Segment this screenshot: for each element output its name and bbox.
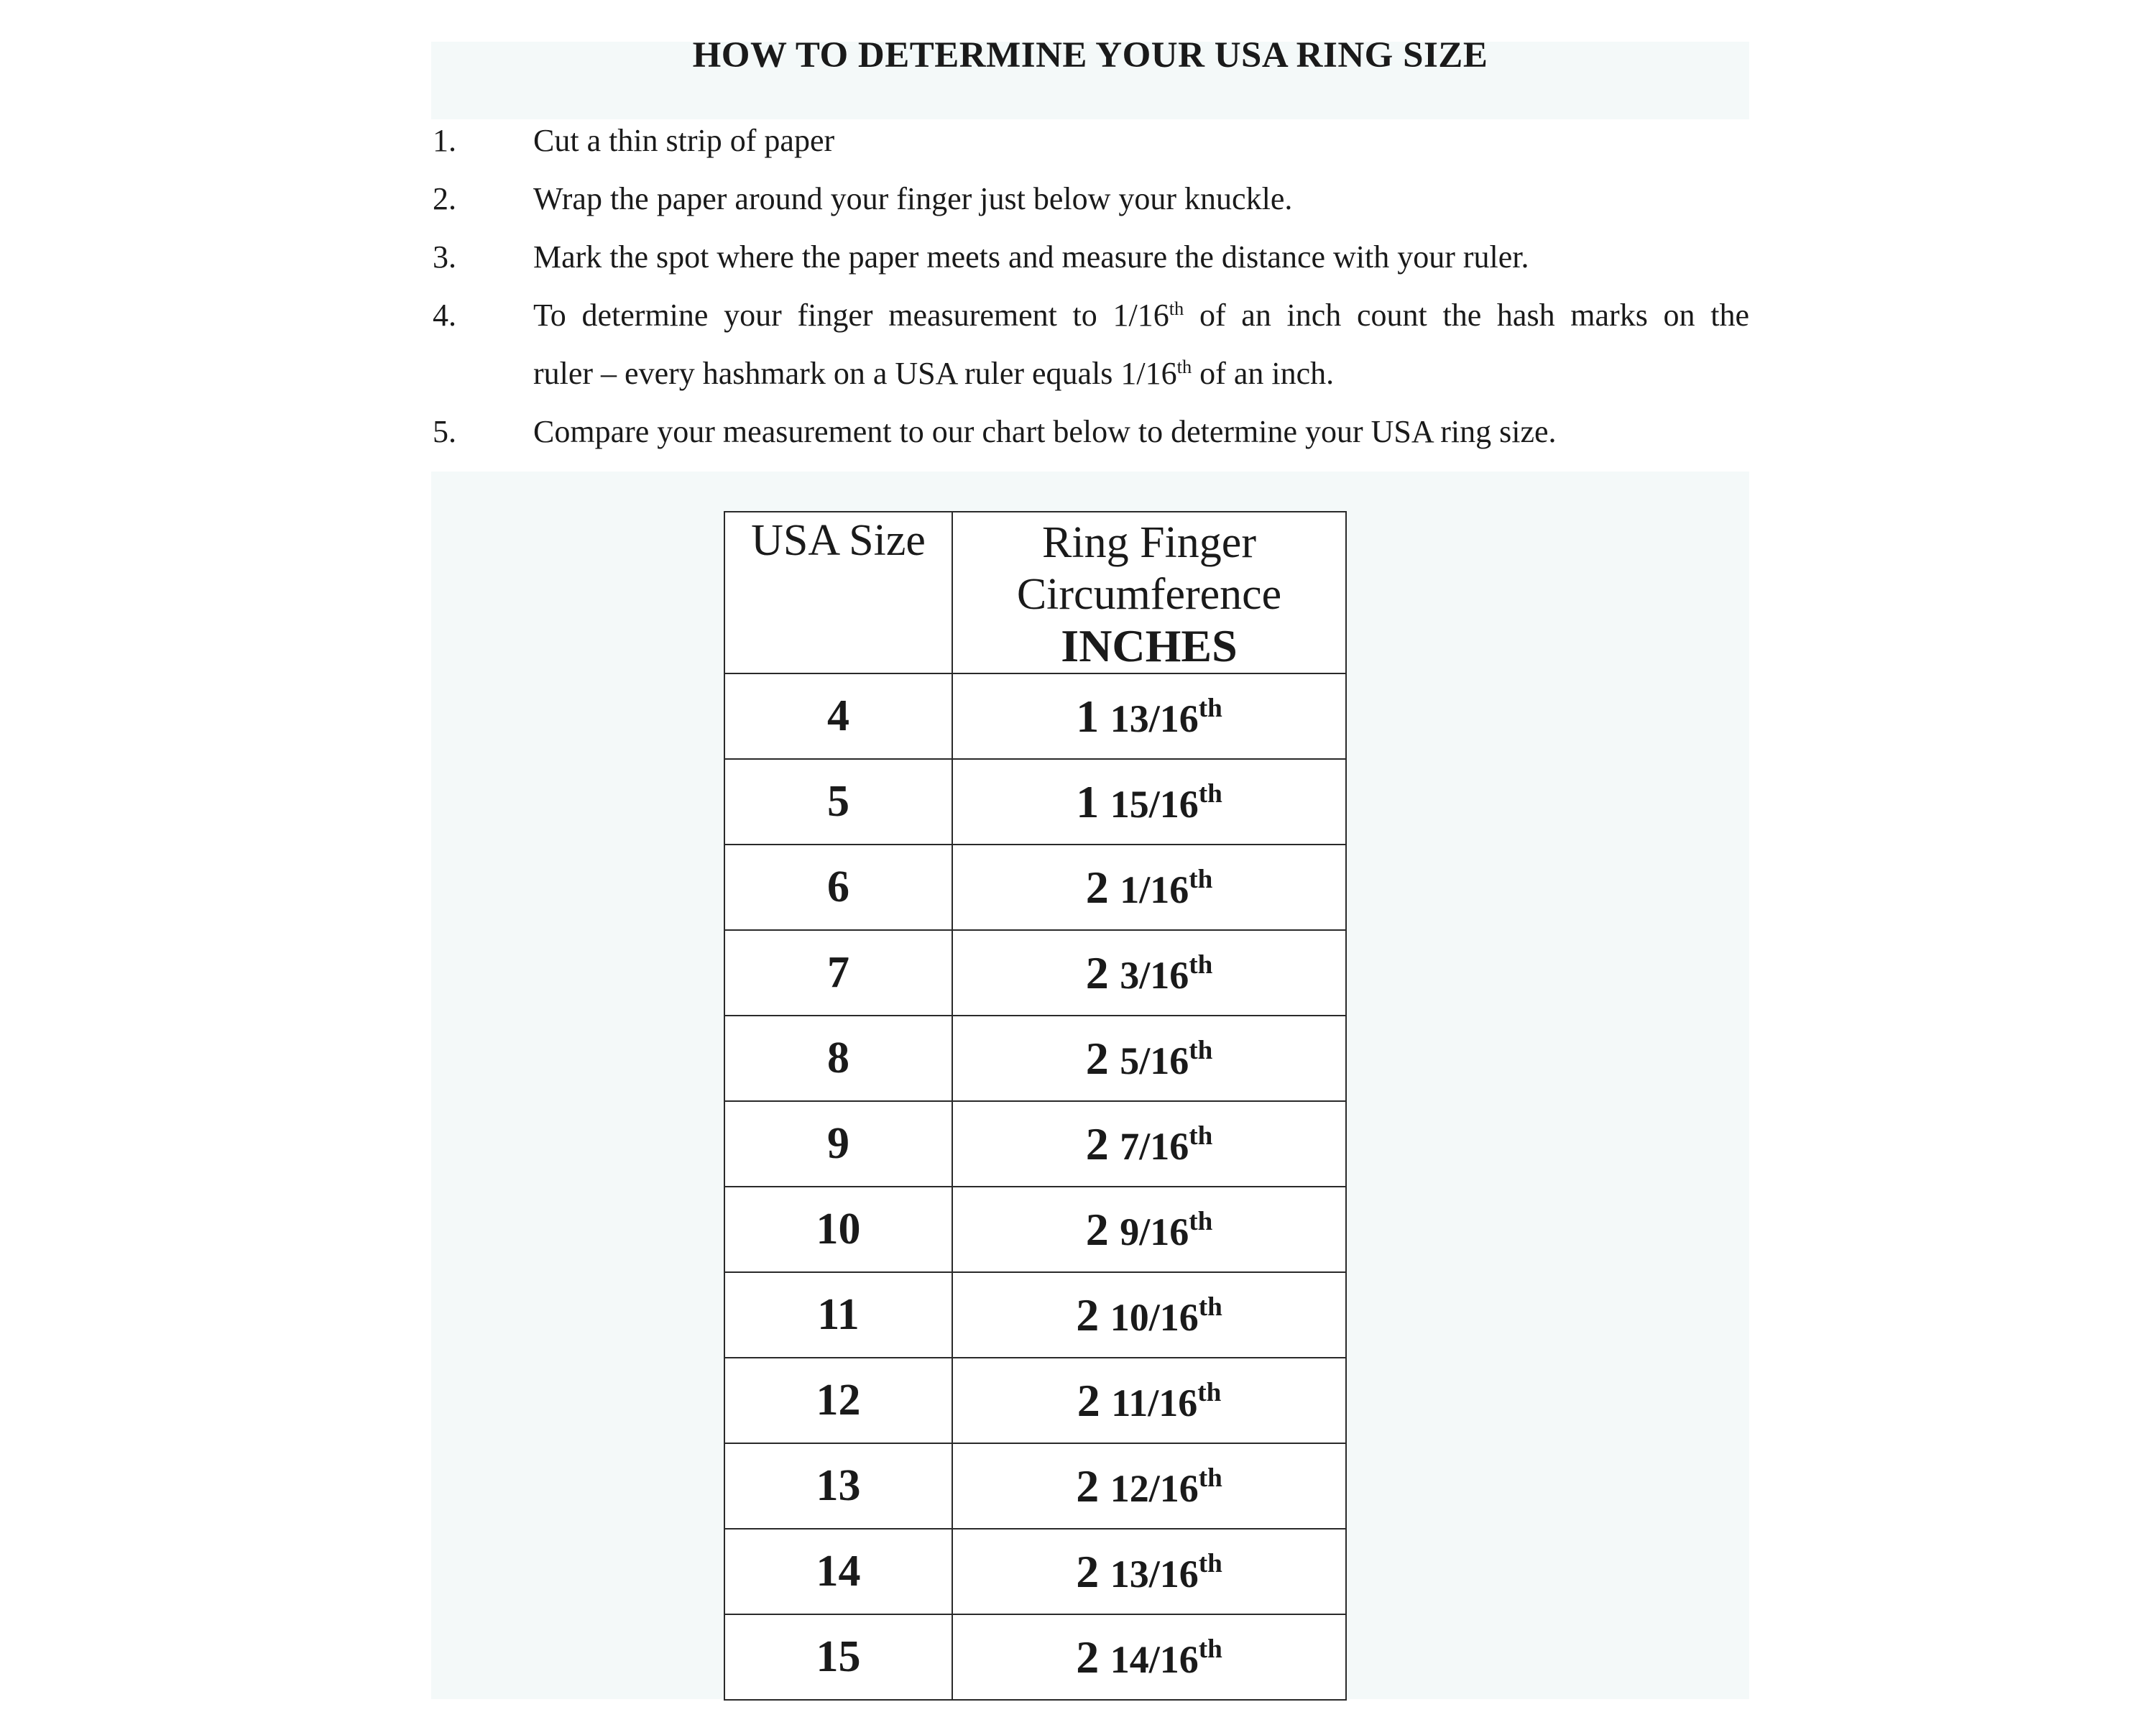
step-number: 1.: [433, 123, 456, 158]
size-cell: 7: [724, 930, 952, 1016]
table-row: [724, 1443, 1346, 1529]
table-row: [724, 1016, 1346, 1101]
table-row: [724, 673, 1346, 759]
size-cell: 5: [724, 759, 952, 845]
header-circumference: Ring Finger Circumference INCHES: [952, 512, 1346, 673]
table-row: [724, 759, 1346, 845]
size-cell: 14: [724, 1529, 952, 1614]
circumference-cell: 1 13/16th: [952, 673, 1346, 759]
size-cell: 15: [724, 1614, 952, 1700]
step-text-line-1: To determine your finger measurement to 1/16th of an inch count the hash marks on the: [533, 298, 1749, 333]
step-text: Wrap the paper around your finger just below your knuckle.: [533, 181, 1293, 216]
table-header-row: [724, 512, 1346, 673]
size-cell: 11: [724, 1272, 952, 1358]
table-row: [724, 1614, 1346, 1700]
step-number: 5.: [433, 414, 456, 449]
step-text: Cut a thin strip of paper: [533, 123, 835, 158]
circumference-cell: 2 12/16th: [952, 1443, 1346, 1529]
size-cell: 12: [724, 1358, 952, 1443]
circumference-cell: 2 7/16th: [952, 1101, 1346, 1187]
step-text-line-2: ruler – every hashmark on a USA ruler equals 1/16th of an inch.: [533, 356, 1335, 391]
header-usa-size: USA Size: [724, 512, 952, 673]
table-row: [724, 1101, 1346, 1187]
table-row: [724, 1272, 1346, 1358]
circumference-cell: 2 5/16th: [952, 1016, 1346, 1101]
step-number: 3.: [433, 239, 456, 275]
step-number: 4.: [433, 298, 456, 333]
circumference-cell: 2 13/16th: [952, 1529, 1346, 1614]
size-cell: 8: [724, 1016, 952, 1101]
table-row: [724, 1187, 1346, 1272]
table-row: [724, 930, 1346, 1016]
table-row: [724, 845, 1346, 930]
circumference-cell: 2 11/16th: [952, 1358, 1346, 1443]
page-title: HOW TO DETERMINE YOUR USA RING SIZE: [692, 35, 1488, 75]
step-text: Mark the spot where the paper meets and measure the distance with your ruler.: [533, 239, 1529, 275]
ring-size-table: [724, 511, 1347, 1701]
circumference-cell: 2 1/16th: [952, 845, 1346, 930]
step-text: Compare your measurement to our chart below to determine your USA ring size.: [533, 414, 1557, 449]
size-cell: 9: [724, 1101, 952, 1187]
size-cell: 4: [724, 673, 952, 759]
circumference-cell: 1 15/16th: [952, 759, 1346, 845]
size-cell: 13: [724, 1443, 952, 1529]
table-row: [724, 1529, 1346, 1614]
circumference-cell: 2 3/16th: [952, 930, 1346, 1016]
size-cell: 6: [724, 845, 952, 930]
size-cell: 10: [724, 1187, 952, 1272]
circumference-cell: 2 10/16th: [952, 1272, 1346, 1358]
table-row: [724, 1358, 1346, 1443]
circumference-cell: 2 14/16th: [952, 1614, 1346, 1700]
circumference-cell: 2 9/16th: [952, 1187, 1346, 1272]
step-number: 2.: [433, 181, 456, 216]
